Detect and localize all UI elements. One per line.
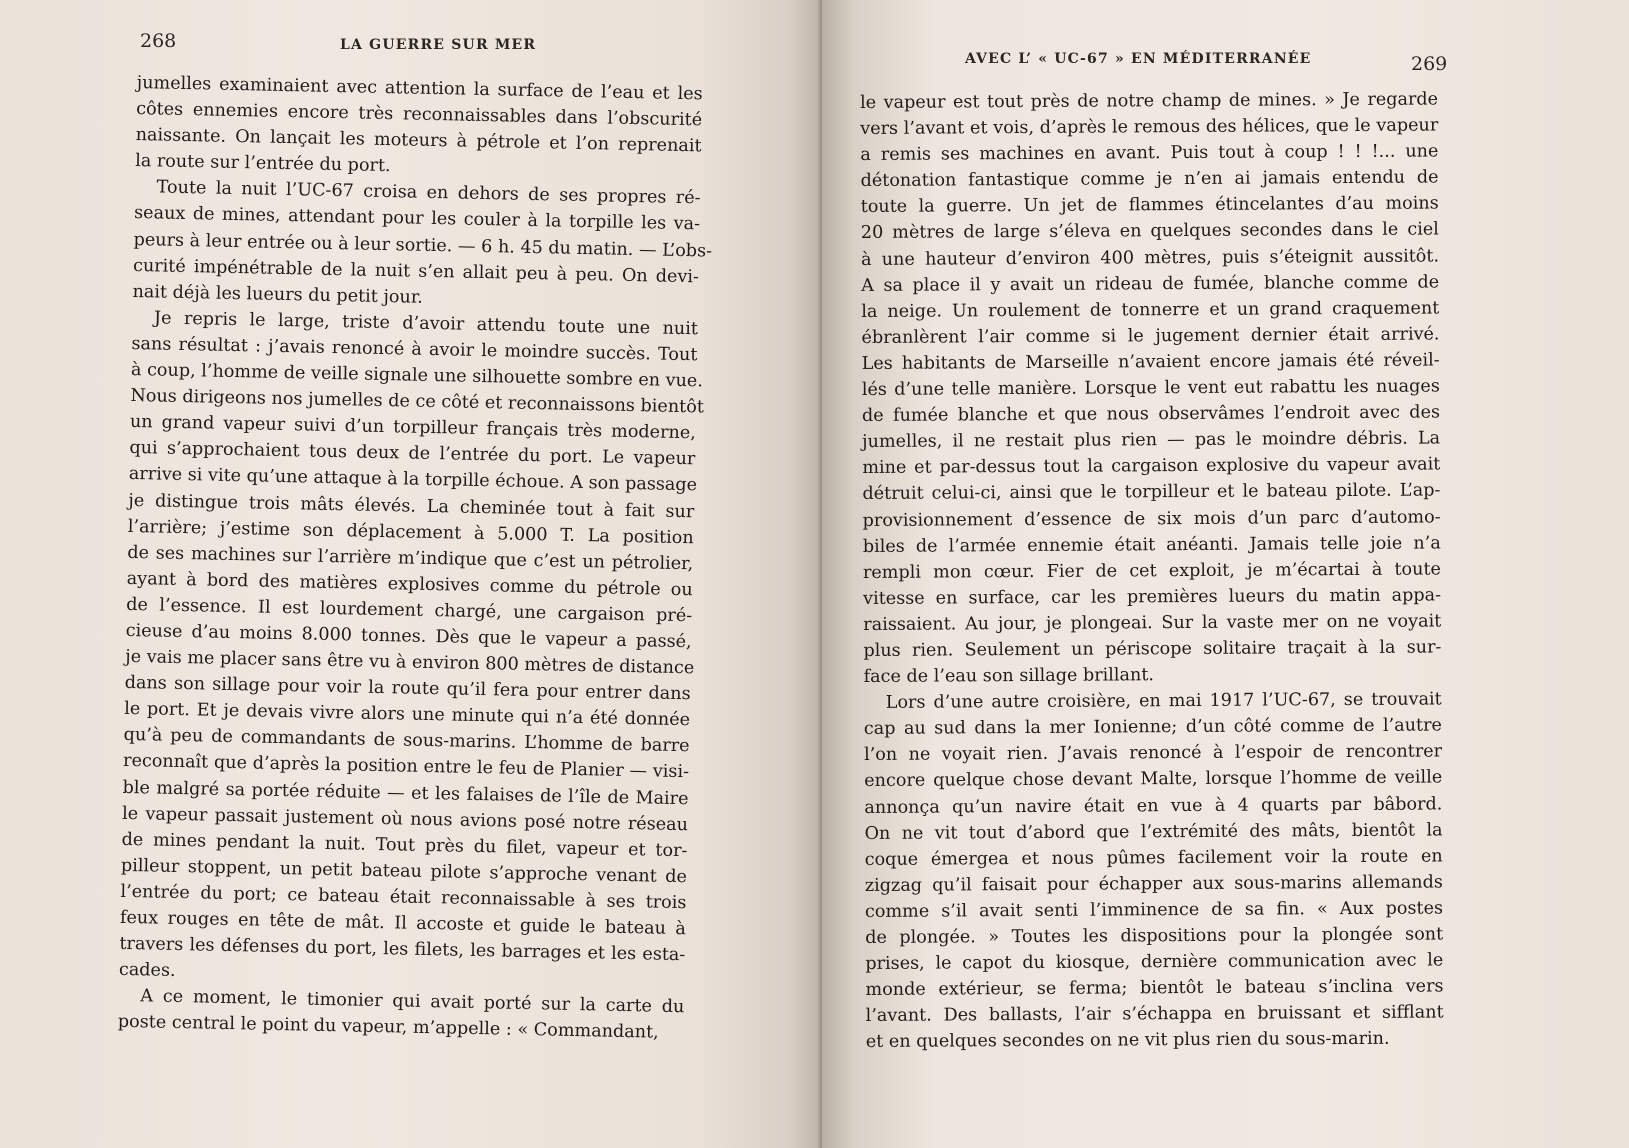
text-line: zigzag qu’il faisait pour échapper aux sous-marins allemands	[864, 872, 1443, 896]
text-line: et en quelques secondes on ne vit plus rien du sous-marin.	[865, 1029, 1390, 1053]
text-line: raissaient. Au jour, je plongeai. Sur la vaste mer on ne voyait	[863, 611, 1442, 635]
text-line: l’avant. Des ballasts, l’air s’échappa en bruissant et sifflant	[865, 1002, 1444, 1027]
text-line: ébranlèrent l’air comme si le jugement dernier était arrivé.	[861, 324, 1440, 348]
text-line: peurs à leur entrée ou à leur sortie. — 6 h. 45 du matin. — L’obs-	[133, 229, 713, 262]
right-page-body	[860, 86, 1444, 1055]
text-line: Les habitants de Marseille n’avaient encore jamais été réveil-	[861, 350, 1440, 374]
right-running-head: AVEC L’ « UC-67 » EN MÉDITERRANÉE	[965, 51, 1312, 67]
text-line: cap au sud dans la mer Ionienne; d’un côté comme de l’autre	[863, 715, 1442, 740]
text-line: de plongée. » Toutes les dispositions pour la plongée sont	[865, 924, 1444, 948]
text-line: lés d’une telle manière. Lorsque le vent eut rabattu les nuages	[861, 376, 1440, 401]
text-line: côtes ennemies encore très reconnaissables dans l’obscurité	[136, 99, 703, 131]
text-line: feux rouges en tête de mât. Il accoste et guide le bateau à	[119, 907, 687, 940]
text-line: jumelles examinaient avec attention la surface de l’eau et les	[136, 72, 703, 105]
text-line: travers les défenses du port, les filets, les barrages et les esta-	[119, 933, 686, 966]
left-running-head: LA GUERRE SUR MER	[340, 37, 537, 53]
text-line: A sa place il y avait un rideau de fumée, blanche comme de	[861, 272, 1440, 296]
text-line: détruit celui-ci, ainsi que le torpilleur et le bateau pilote. L’ap-	[862, 480, 1441, 505]
left-page-body	[117, 70, 713, 1047]
text-line: qu’à peu de commandants de sous-marins. L’homme de barre	[123, 725, 690, 757]
text-line: de mines pendant la nuit. Tout près du filet, vapeur et tor-	[121, 829, 688, 861]
text-line: poste central le point du vapeur, m’appelle : « Commandant,	[117, 1012, 659, 1044]
text-line: sans résultat : j’avais renoncé à avoir le moindre succès. Tout	[131, 333, 698, 366]
left-page-number: 268	[140, 30, 177, 52]
text-line: de l’essence. Il est lourdement chargé, une cargaison pré-	[126, 594, 693, 627]
text-line: a remis ses machines en avant. Puis tout à coup ! ! !... une	[860, 141, 1439, 166]
text-line: prises, le capot du kiosque, dernière communication avec le	[865, 950, 1444, 975]
text-line: qui s’approchaient tous deux de l’entrée du port. Le vapeur	[129, 438, 696, 470]
text-line: je distingue trois mâts élevés. La cheminée tout à fait sur	[128, 490, 695, 522]
text-line: monde extérieur, se ferma; bientôt le bateau s’inclina vers	[865, 976, 1444, 1001]
text-line: pilleur stoppent, un petit bateau pilote s’approche venant de	[120, 855, 688, 888]
text-line: biles de l’armée ennemie était anéanti. Jamais telle joie n’a	[862, 533, 1441, 557]
text-line: je vais me placer sans être vu à environ 800 mètres de distance	[125, 646, 695, 679]
text-line: la neige. Un roulement de tonnerre et un grand craquement	[861, 298, 1440, 322]
text-line: le vapeur est tout près de notre champ de mines. » Je regarde	[860, 89, 1439, 113]
text-line: arrive si vite qu’une attaque à la torpille échoue. A son passage	[128, 464, 698, 496]
text-line: nait déjà les lueurs du petit jour.	[132, 281, 424, 308]
text-line: l’on ne voyait rien. J’avais renoncé à l’espoir de rencontrer	[864, 741, 1443, 766]
text-line: toute la guerre. Un jet de flammes étincelantes d’au moins	[860, 193, 1439, 218]
text-line: vitesse en surface, car les premières lueurs du matin appa-	[863, 585, 1442, 609]
text-line: un grand vapeur suivi d’un torpilleur français très moderne,	[129, 412, 697, 444]
text-line: ble malgré sa portée réduite — et les falaises de l’île de Maire	[122, 777, 689, 809]
text-line: de ses machines sur l’arrière m’indique que c’est un pétrolier,	[127, 542, 694, 574]
text-line: Lors d’une autre croisière, en mai 1917 l’UC-67, se trouvait	[885, 689, 1442, 714]
text-line: mine et par-dessus tout la cargaison explosive du vapeur avait	[862, 454, 1441, 479]
text-line: le port. Et je devais vivre alors une minute qui n’a été donnée	[123, 699, 691, 731]
text-line: A ce moment, le timonier qui avait porté sur la carte du	[140, 986, 685, 1018]
right-page	[822, 0, 1629, 1148]
text-line: à coup, l’homme de veille signale une silhouette sombre en vue.	[130, 359, 704, 392]
text-line: plus rien. Seulement un périscope solitaire traçait à la sur-	[863, 637, 1442, 661]
text-line: curité impénétrable de la nuit s’en allait peu à peu. On devi-	[132, 255, 700, 287]
text-line: détonation fantastique comme je n’en ai jamais entendu de	[860, 167, 1439, 192]
text-line: encore quelque chose devant Malte, lorsque l’homme de veille	[864, 767, 1443, 792]
text-line: annonça qu’un navire était en vue à 4 quarts par bâbord.	[864, 793, 1443, 818]
text-line: rempli mon cœur. Fier de cet exploit, je m’écartai à toute	[862, 559, 1441, 583]
text-line: face de l’eau son sillage brillant.	[863, 665, 1155, 688]
text-line: 20 mètres de large s’éleva en quelques secondes dans le ciel	[860, 219, 1439, 244]
text-line: Je repris le large, triste d’avoir attendu toute une nuit	[153, 308, 699, 340]
text-line: provisionnement d’essence de six mois d’un parc d’automo-	[862, 506, 1441, 531]
text-line: vers l’avant et vois, d’après le remous des hélices, que le vapeur	[860, 115, 1439, 140]
text-line: seaux de mines, attendant pour les couler à la torpille les va-	[133, 203, 701, 235]
text-line: l’arrière; j’estime son déplacement à 5.000 T. La position	[127, 516, 694, 548]
text-line: naissante. On lançait les moteurs à pétrole et l’on reprenait	[135, 125, 702, 157]
right-page-number: 269	[1411, 53, 1448, 75]
text-line: le vapeur passait justement où nous avions posé notre réseau	[121, 803, 689, 835]
text-line: coque émergea et nous pûmes facilement voir la route en	[864, 846, 1443, 870]
text-line: l’entrée du port; ce bateau était reconnaissable à ses trois	[120, 881, 687, 914]
text-line: On ne vit tout d’abord que l’extrémité des mâts, bientôt la	[864, 820, 1443, 844]
text-line: la route sur l’entrée du port.	[134, 151, 391, 177]
text-line: comme s’il avait senti l’imminence de sa fin. « Aux postes	[864, 898, 1444, 922]
text-line: cieuse d’au moins 8.000 tonnes. Dès que le vapeur a passé,	[125, 620, 692, 653]
text-line: cades.	[118, 960, 176, 982]
text-line: reconnaît que d’après la position entre le feu de Planier — visi-	[122, 751, 690, 783]
text-line: de fumée blanche et que nous observâmes l’endroit avec des	[861, 402, 1441, 427]
text-line: Toute la nuit l’UC-67 croisa en dehors de ses propres ré-	[156, 177, 701, 209]
text-line: ayant à bord des matières explosives comme du pétrole ou	[126, 568, 693, 601]
text-line: dans son sillage pour voir la route qu’il fera pour entrer dans	[124, 673, 691, 705]
text-line: à une hauteur d’environ 400 mètres, puis s’éteignit aussitôt.	[860, 246, 1440, 270]
text-line: jumelles, il ne restait plus rien — pas le moindre débris. La	[862, 428, 1441, 453]
text-line: Nous dirigeons nos jumelles de ce côté et reconnaissons bientôt	[130, 386, 705, 418]
